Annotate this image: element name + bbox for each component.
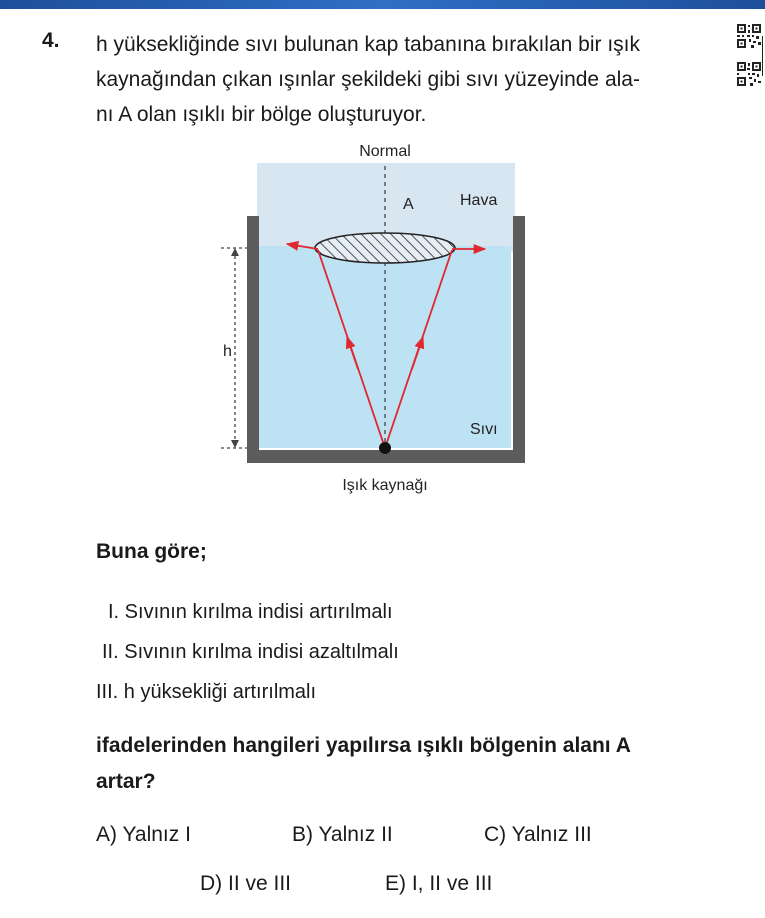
lighted-area: [315, 233, 455, 263]
refraction-diagram: [215, 138, 535, 498]
option-d[interactable]: D) II ve III: [200, 872, 292, 895]
stem-line: h yüksekliğinde sıvı bulunan kap tabanına bırakılan bir ışık: [96, 33, 640, 56]
statement-i: I. Sıvının kırılma indisi artırılmalı: [108, 601, 393, 623]
top-color-bar: [0, 0, 765, 9]
option-a[interactable]: A) Yalnız I: [96, 823, 191, 846]
qr-code-icon[interactable]: [735, 22, 763, 92]
normal-label: Normal: [359, 143, 411, 160]
option-b[interactable]: B) Yalnız II: [292, 823, 393, 846]
question-stem: [96, 27, 716, 132]
question-number: 4.: [42, 29, 60, 52]
height-label: h: [223, 343, 232, 360]
question-prompt: [96, 728, 736, 800]
lead-in: Buna göre;: [96, 540, 207, 563]
statement-iii: III. h yüksekliği artırılmalı: [96, 681, 317, 703]
liquid-label: Sıvı: [470, 421, 498, 438]
source-label: Işık kaynağı: [342, 477, 428, 494]
air-label: Hava: [460, 192, 498, 209]
statement-ii: II. Sıvının kırılma indisi azaltılmalı: [102, 641, 399, 663]
area-label: A: [403, 196, 414, 213]
light-source: [379, 442, 391, 454]
option-c[interactable]: C) Yalnız III: [484, 823, 592, 846]
stem-line: kaynağından çıkan ışınlar şekildeki gibi sıvı yüzeyinde ala-: [96, 68, 640, 91]
prompt-line: ifadelerinden hangileri yapılırsa ışıklı bölgenin alanı A: [96, 734, 631, 757]
prompt-line: artar?: [96, 770, 156, 793]
stem-line: nı A olan ışıklı bir bölge oluşturuyor.: [96, 103, 427, 126]
option-e[interactable]: E) I, II ve III: [385, 872, 493, 895]
